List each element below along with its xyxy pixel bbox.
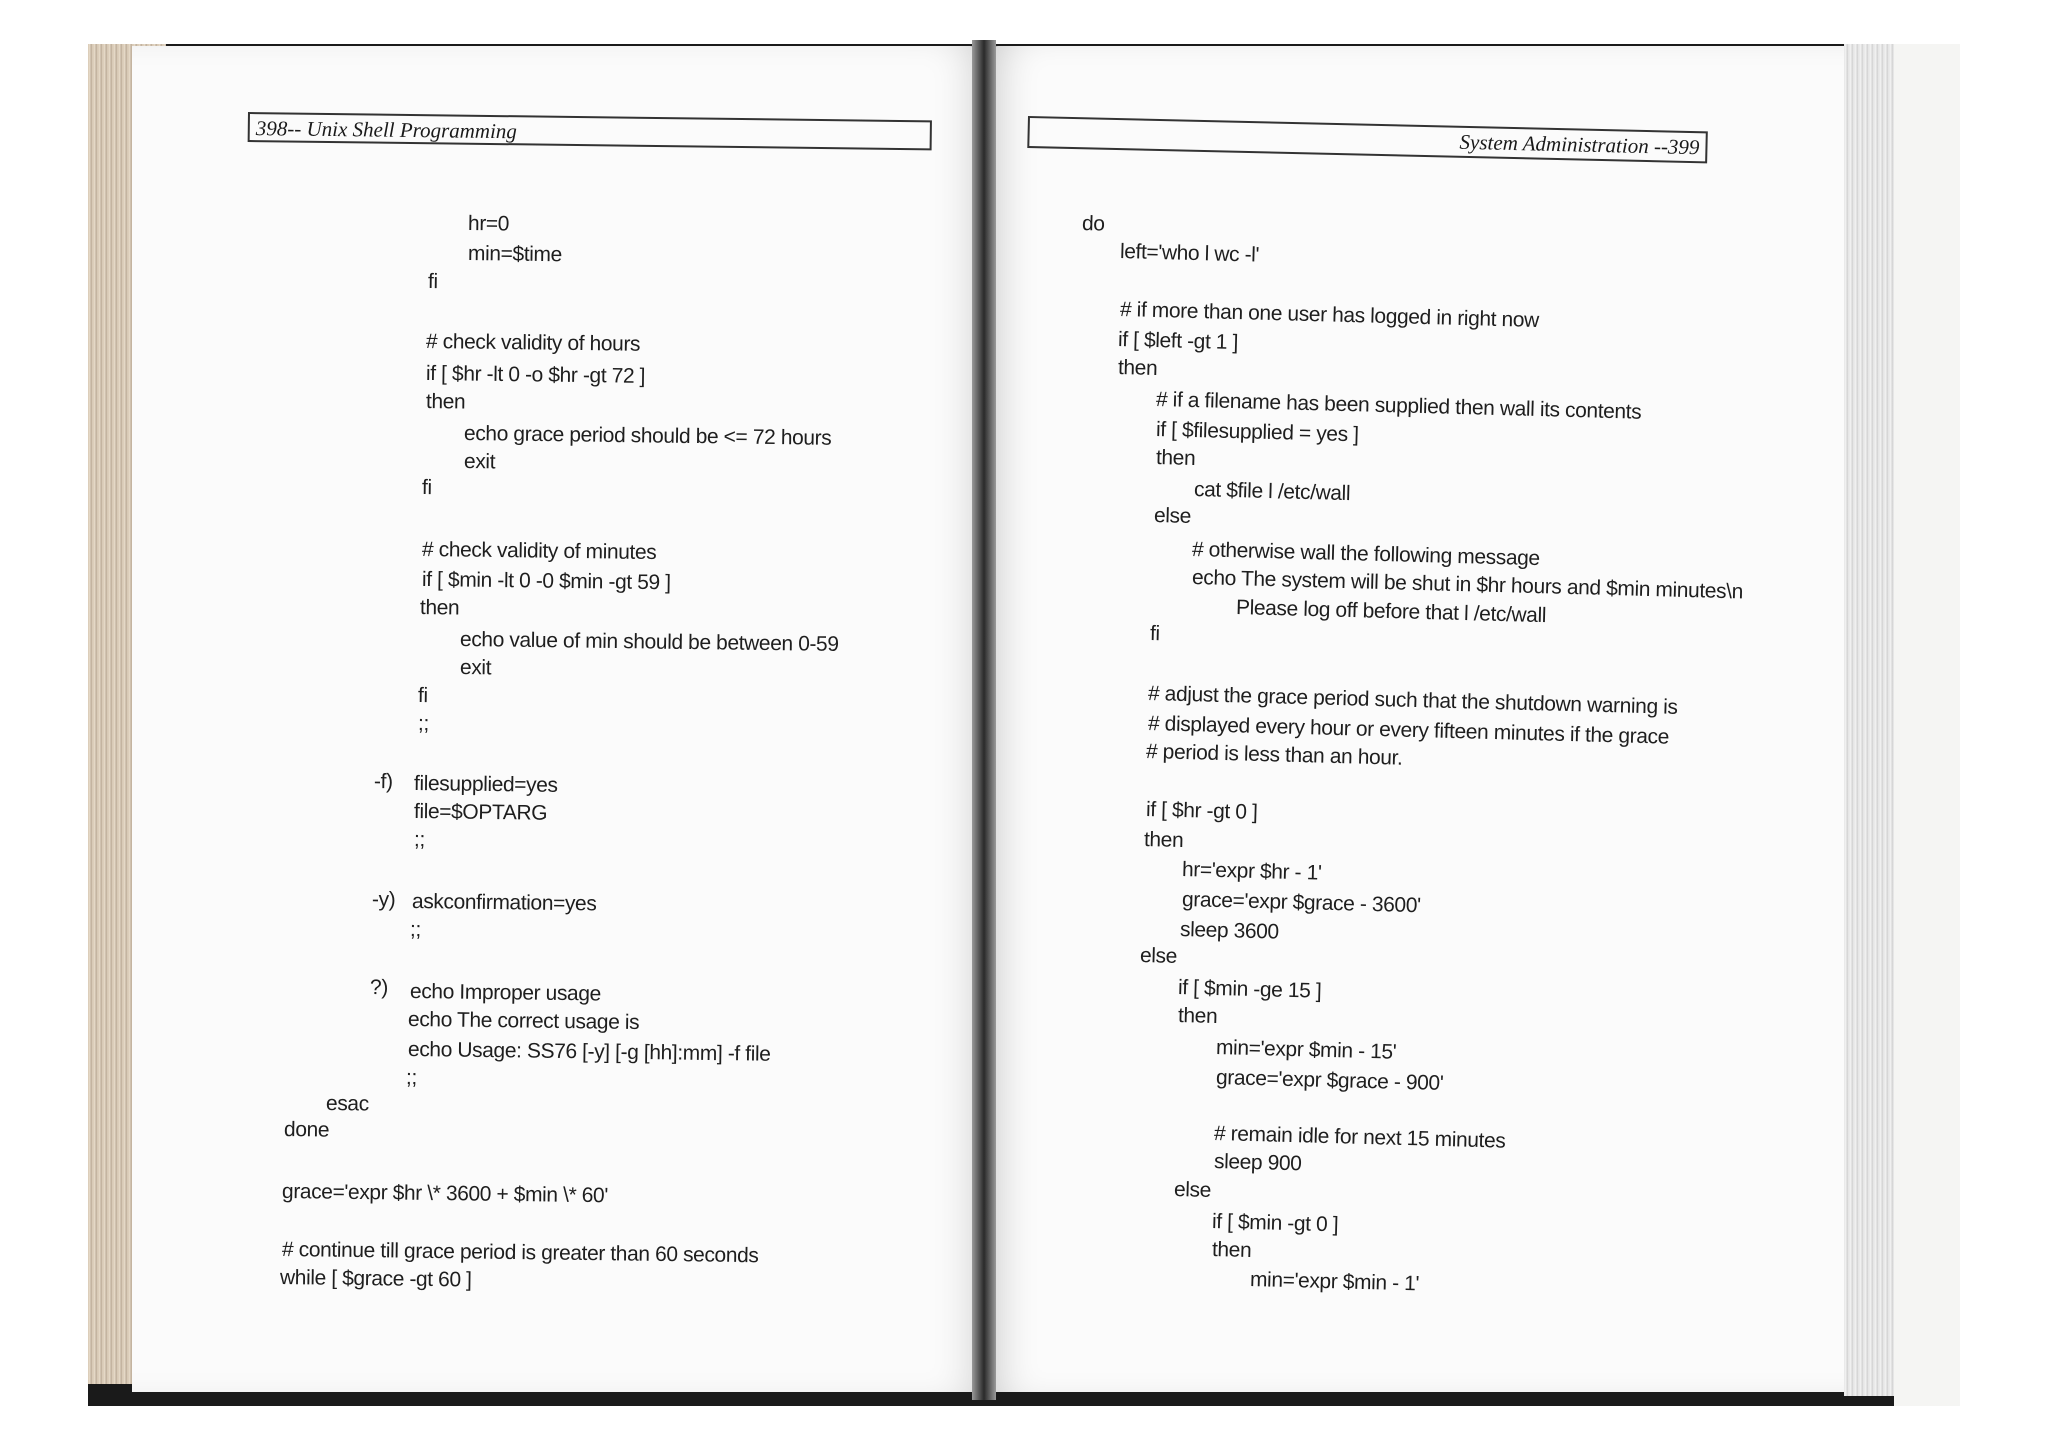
code-line: ;;	[409, 918, 422, 942]
code-line: done	[283, 1118, 330, 1142]
code-line: then	[1117, 356, 1158, 381]
code-line: # displayed every hour or every fifteen minutes if the grace	[1147, 712, 1670, 749]
code-line: grace='expr $grace - 900'	[1215, 1066, 1444, 1095]
code-line: if [ $min -ge 15 ]	[1177, 976, 1322, 1003]
code-line: echo The system will be shut in $hr hours and $min minutes\n	[1191, 566, 1744, 604]
code-line: ;;	[417, 712, 430, 736]
code-line: else	[1153, 504, 1192, 528]
code-line: fi	[1149, 622, 1161, 646]
code-line: exit	[459, 656, 492, 680]
code-line: exit	[463, 450, 496, 474]
code-line: while [ $grace -gt 60 ]	[279, 1266, 472, 1292]
code-line: if [ $hr -gt 0 ]	[1145, 798, 1258, 824]
code-line: echo grace period should be <= 72 hours	[463, 422, 832, 450]
code-line: file=$OPTARG	[413, 800, 548, 825]
code-line: # check validity of hours	[425, 330, 641, 356]
code-line: # if a filename has been supplied then wall its contents	[1155, 388, 1642, 424]
code-line: min=$time	[467, 242, 563, 267]
code-line: # if more than one user has logged in right now	[1119, 298, 1540, 332]
book-gutter	[972, 40, 996, 1400]
code-line: -y)	[371, 888, 396, 912]
code-line: ;;	[413, 828, 426, 852]
code-line: then	[1143, 828, 1184, 853]
code-line: if [ $min -lt 0 -0 $min -gt 59 ]	[421, 568, 671, 595]
code-line: echo value of min should be between 0-59	[459, 628, 839, 656]
code-line: do	[1081, 212, 1105, 236]
code-line: if [ $hr -lt 0 -o $hr -gt 72 ]	[425, 362, 646, 388]
right-page-edges	[1844, 44, 1894, 1396]
code-line: # adjust the grace period such that the shutdown warning is	[1147, 682, 1678, 719]
code-line: ?)	[369, 976, 389, 1000]
code-line: Please log off before that l /etc/wall	[1235, 596, 1547, 628]
code-line: grace='expr $hr \* 3600 + $min \* 60'	[281, 1180, 609, 1208]
code-line: cat $file l /etc/wall	[1193, 478, 1351, 506]
code-line: echo Improper usage	[409, 980, 602, 1006]
code-line: esac	[325, 1092, 369, 1116]
code-line: fi	[421, 476, 432, 500]
code-line: then	[1155, 446, 1196, 471]
code-line: then	[425, 390, 466, 414]
code-line: # period is less than an hour.	[1145, 740, 1403, 770]
code-line: grace='expr $grace - 3600'	[1181, 888, 1421, 918]
code-line: echo The correct usage is	[407, 1008, 640, 1035]
code-line: then	[419, 596, 460, 620]
code-line: sleep 900	[1213, 1150, 1302, 1176]
code-line: then	[1177, 1004, 1218, 1029]
code-line: fi	[417, 684, 428, 708]
code-line: left='who l wc -l'	[1119, 240, 1260, 267]
code-line: else	[1173, 1178, 1212, 1202]
code-line: askconfirmation=yes	[411, 890, 597, 916]
code-line: hr=0	[467, 212, 510, 236]
code-line: ;;	[405, 1066, 418, 1090]
code-line: then	[1211, 1238, 1252, 1263]
code-line: filesupplied=yes	[413, 772, 558, 797]
left-running-head: 398-- Unix Shell Programming	[248, 112, 932, 150]
code-line: min='expr $min - 15'	[1215, 1036, 1397, 1064]
background-strip	[1894, 44, 1960, 1406]
code-line: else	[1139, 944, 1178, 968]
code-line: # remain idle for next 15 minutes	[1213, 1122, 1506, 1153]
code-line: if [ $left -gt 1 ]	[1117, 328, 1239, 355]
code-line: min='expr $min - 1'	[1249, 1268, 1420, 1296]
code-line: if [ $filesupplied = yes ]	[1155, 418, 1359, 447]
code-line: sleep 3600	[1179, 918, 1280, 944]
code-line: # otherwise wall the following message	[1191, 538, 1541, 571]
code-line: # continue till grace period is greater than 60 seconds	[281, 1238, 759, 1268]
code-line: # check validity of minutes	[421, 538, 657, 565]
code-line: hr='expr $hr - 1'	[1181, 858, 1322, 885]
code-line: if [ $min -gt 0 ]	[1211, 1210, 1339, 1237]
code-line: fi	[427, 270, 438, 294]
right-running-head: System Administration --399	[1027, 116, 1708, 163]
code-line: echo Usage: SS76 [-y] [-g [hh]:mm] -f file	[407, 1038, 771, 1066]
code-line: -f)	[373, 770, 393, 794]
